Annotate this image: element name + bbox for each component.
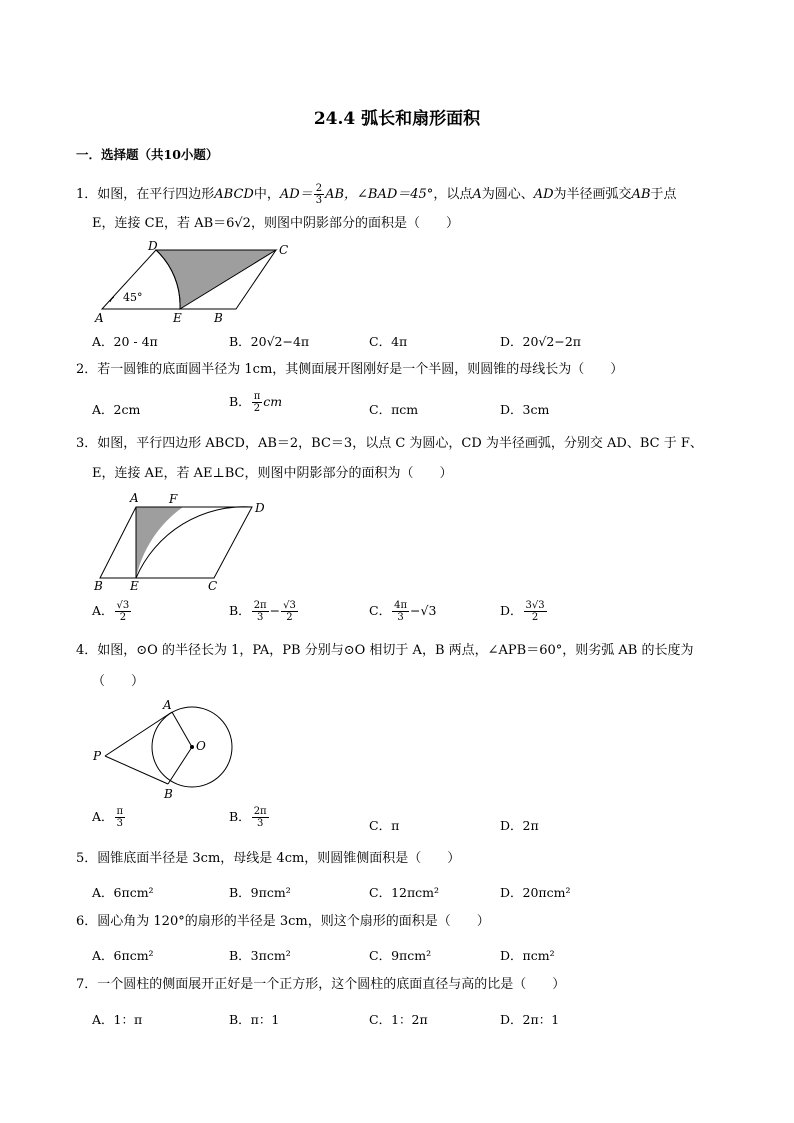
q1-text: 中， — [253, 187, 280, 202]
q2-option-a[interactable]: A．2cm — [92, 402, 141, 417]
question-number: 1． — [76, 187, 98, 202]
q1-var: AD — [533, 187, 554, 202]
q1-label-d: D — [148, 239, 158, 253]
q1-label-c: C — [279, 243, 289, 257]
q1-label-a: A — [95, 311, 104, 325]
q2-text: 若一圆锥的底面圆半径为 1cm，其侧面展开图刚好是一个半圆，则圆锥的母线长为（ ） — [97, 362, 624, 377]
q2-option-b[interactable]: B． $\frac{\pi}{2}$ cm — [229, 391, 283, 414]
section-heading: 一．选择题（共10小题） — [76, 147, 219, 162]
q1-text: 于点 — [650, 187, 677, 202]
q6-option-c[interactable]: C．9πcm² — [369, 948, 432, 963]
q3-label-e: E — [130, 579, 139, 593]
q4-label-p: P — [93, 749, 102, 763]
q3-option-d[interactable]: D． $\frac{3√3}{2}$ — [500, 600, 545, 623]
q1-option-d[interactable]: D．20√2−2π — [500, 334, 581, 349]
page-title: 24.4 弧长和扇形面积 — [313, 109, 481, 129]
question-3-line-2: E，连接 AE，若 AE⊥BC，则图中阴影部分的面积为（ ） — [92, 466, 453, 481]
question-number: 5． — [76, 851, 98, 866]
q6-option-b[interactable]: B．3πcm² — [229, 948, 291, 963]
q2-option-c[interactable]: C．πcm — [369, 402, 419, 417]
q4-option-d[interactable]: D．2π — [500, 818, 539, 833]
q4-tangent-pb — [105, 756, 168, 784]
question-number: 6． — [76, 914, 98, 929]
q1-label-b: B — [214, 311, 223, 325]
question-4-line-1 — [76, 643, 693, 659]
q1-fraction: $\frac{2}{3}$ — [315, 183, 323, 206]
q5-text: 圆锥底面半径是 3cm，母线是 4cm，则圆锥侧面积是（ ） — [97, 851, 461, 866]
question-1-line-2: E，连接 CE，若 AB＝6√2，则图中阴影部分的面积是（ ） — [92, 216, 459, 231]
q1-option-a[interactable]: A．20 - 4π — [92, 334, 158, 349]
q4-tangent-pa — [105, 712, 172, 756]
question-3-line-1 — [76, 436, 703, 452]
q4-label-b: B — [164, 787, 173, 801]
question-4-line-2: （ ） — [92, 674, 145, 689]
q4-option-c[interactable]: C．π — [369, 818, 400, 833]
q1-text: ，以点 — [433, 187, 473, 202]
q3-parallelogram — [100, 507, 252, 578]
q6-option-d[interactable]: D．πcm² — [500, 948, 555, 963]
q7-option-d[interactable]: D．2π：1 — [500, 1012, 560, 1027]
q4-label-o: O — [196, 739, 206, 753]
q5-option-d[interactable]: D．20πcm² — [500, 885, 571, 900]
q3-option-c[interactable]: C． $\frac{4\pi}{3}$ −√3 — [369, 600, 437, 623]
q4-figure — [90, 696, 240, 804]
q7-text: 一个圆柱的侧面展开正好是一个正方形，这个圆柱的底面直径与高的比是（ ） — [97, 977, 566, 992]
q7-option-b[interactable]: B．π：1 — [229, 1012, 280, 1027]
q1-expr: AB，∠BAD＝45° — [325, 187, 434, 202]
q4-center-dot — [190, 745, 194, 749]
q3-label-f: F — [169, 492, 178, 506]
q3-label-a: A — [130, 491, 139, 505]
q6-option-a[interactable]: A．6πcm² — [92, 948, 154, 963]
q5-option-a[interactable]: A．6πcm² — [92, 885, 154, 900]
q1-option-c[interactable]: C．4π — [369, 334, 408, 349]
q7-option-c[interactable]: C．1：2π — [369, 1012, 428, 1027]
q1-text: 为半径画弧交 — [553, 187, 632, 202]
q4-label-a: A — [163, 698, 172, 712]
q6-text: 圆心角为 120°的扇形的半径是 3cm，则这个扇形的面积是（ ） — [97, 914, 490, 929]
question-number: 3． — [76, 436, 98, 451]
question-1-line-1 — [76, 183, 677, 206]
q1-text: 为圆心、 — [481, 187, 534, 202]
question-7 — [76, 977, 565, 993]
q1-var: AB — [631, 187, 651, 202]
q7-option-a[interactable]: A．1：π — [92, 1012, 143, 1027]
q1-angle-label: 45° — [123, 291, 143, 304]
q4-option-b[interactable]: B． $\frac{2\pi}{3}$ — [229, 806, 267, 829]
q4-option-a[interactable]: A． $\frac{\pi}{3}$ — [92, 806, 124, 829]
q3-label-b: B — [94, 579, 103, 593]
q3-label-c: C — [208, 579, 218, 593]
q5-option-c[interactable]: C．12πcm² — [369, 885, 440, 900]
question-number: 2． — [76, 362, 98, 377]
q1-var: A — [472, 187, 482, 202]
q4-radius-ob — [168, 747, 192, 784]
q1-label-e: E — [173, 311, 182, 325]
q1-var: ABCD — [214, 187, 254, 202]
q3-option-a[interactable]: A． $\frac{√3}{2}$ — [92, 600, 130, 623]
q4-text: 如图，⊙O 的半径长为 1，PA，PB 分别与⊙O 相切于 A，B 两点，∠APB＝60°，则劣弧 AB 的长度为 — [97, 643, 694, 658]
q1-figure — [90, 238, 300, 326]
question-number: 7． — [76, 977, 98, 992]
question-6 — [76, 914, 490, 930]
q1-text: 如图，在平行四边形 — [97, 187, 215, 202]
q1-expr: AD＝ — [279, 187, 313, 202]
question-5 — [76, 851, 460, 867]
q3-label-d: D — [255, 501, 265, 515]
q2-option-d[interactable]: D．3cm — [500, 402, 550, 417]
q3-text: 如图，平行四边形 ABCD，AB＝2，BC＝3，以点 C 为圆心，CD 为半径画弧，分别交 AD、BC 于 F、 — [97, 436, 703, 451]
q4-radius-oa — [172, 712, 192, 747]
question-2 — [76, 362, 623, 378]
q5-option-b[interactable]: B．9πcm² — [229, 885, 291, 900]
question-number: 4． — [76, 643, 98, 658]
q3-option-b[interactable]: B． $\frac{2\pi}{3}$ − $\frac{√3}{2}$ — [229, 600, 296, 623]
q3-figure — [90, 490, 280, 594]
q1-shaded-region — [156, 250, 276, 309]
q1-option-b[interactable]: B．20√2−4π — [229, 334, 310, 349]
